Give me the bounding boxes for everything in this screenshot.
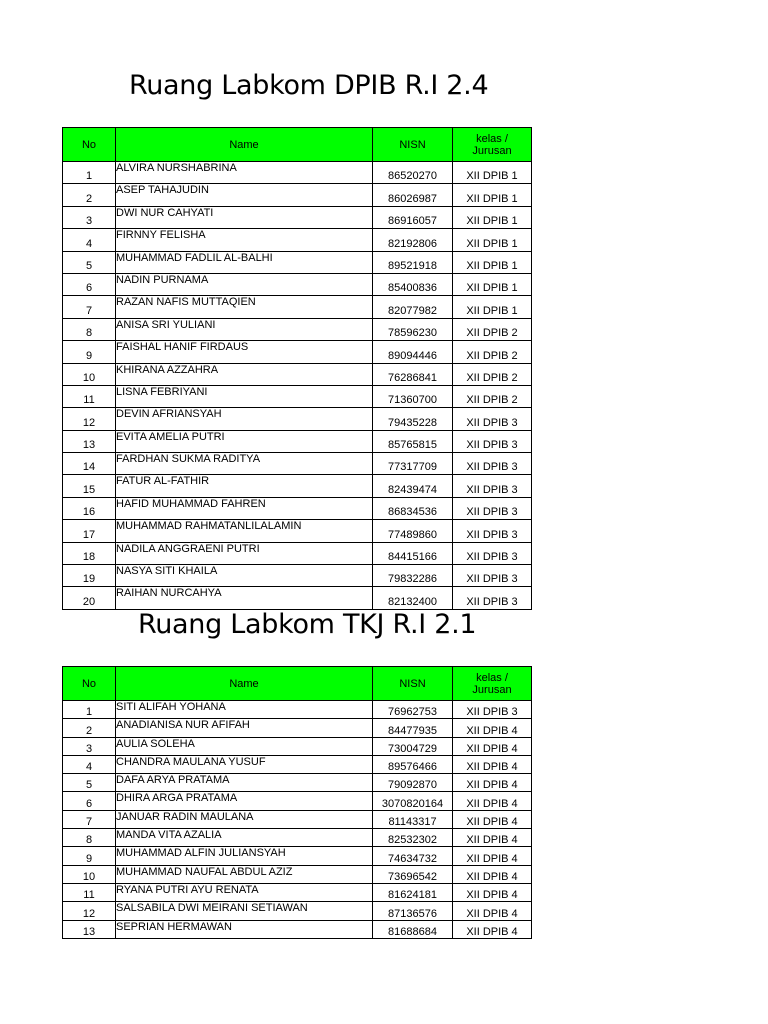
- cell-kelas: XII DPIB 1: [453, 229, 532, 251]
- table-row: [63, 430, 532, 452]
- cell-no: 1: [63, 701, 116, 719]
- table-row: [63, 273, 532, 295]
- cell-no: 10: [63, 363, 116, 385]
- cell-no: 12: [63, 408, 116, 430]
- cell-name: FAISHAL HANIF FIRDAUS: [116, 341, 373, 363]
- cell-nisn: 86026987: [373, 184, 453, 206]
- cell-nisn: 82077982: [373, 296, 453, 318]
- cell-kelas: XII DPIB 3: [453, 430, 532, 452]
- room-title-dpib: Ruang Labkom DPIB R.I 2.4: [129, 70, 489, 101]
- cell-no: 17: [63, 520, 116, 542]
- cell-no: 14: [63, 453, 116, 475]
- cell-nisn: 78596230: [373, 318, 453, 340]
- table-row: [63, 341, 532, 363]
- header-kelas-line-2: Jurusan: [472, 144, 512, 157]
- header-name: Name: [116, 128, 373, 162]
- table-row: [63, 162, 532, 184]
- table-row: [63, 453, 532, 475]
- cell-name: JANUAR RADIN MAULANA: [116, 810, 373, 828]
- cell-no: 6: [63, 273, 116, 295]
- cell-nisn: 85765815: [373, 430, 453, 452]
- cell-nisn: 86916057: [373, 206, 453, 228]
- table-row: [63, 847, 532, 865]
- cell-nisn: 74634732: [373, 847, 453, 865]
- cell-no: 9: [63, 847, 116, 865]
- cell-kelas: XII DPIB 1: [453, 251, 532, 273]
- cell-no: 12: [63, 902, 116, 920]
- cell-name: DHIRA ARGA PRATAMA: [116, 792, 373, 810]
- cell-kelas: XII DPIB 3: [453, 497, 532, 519]
- header-kelas-jurusan: [453, 128, 532, 162]
- cell-kelas: XII DPIB 4: [453, 737, 532, 755]
- cell-no: 7: [63, 296, 116, 318]
- cell-nisn: 89094446: [373, 341, 453, 363]
- cell-no: 18: [63, 542, 116, 564]
- cell-kelas: XII DPIB 4: [453, 774, 532, 792]
- cell-kelas: XII DPIB 4: [453, 902, 532, 920]
- cell-nisn: 81143317: [373, 810, 453, 828]
- cell-kelas: XII DPIB 1: [453, 206, 532, 228]
- cell-no: 13: [63, 430, 116, 452]
- cell-no: 4: [63, 755, 116, 773]
- cell-kelas: XII DPIB 3: [453, 408, 532, 430]
- cell-kelas: XII DPIB 4: [453, 755, 532, 773]
- student-table-dpib: [62, 127, 532, 610]
- cell-nisn: 79435228: [373, 408, 453, 430]
- table-row: [63, 497, 532, 519]
- cell-nisn: 86520270: [373, 162, 453, 184]
- table-row: [63, 206, 532, 228]
- cell-nisn: 79832286: [373, 565, 453, 587]
- cell-name: MUHAMMAD FADLIL AL-BALHI: [116, 251, 373, 273]
- cell-name: MANDA VITA AZALIA: [116, 829, 373, 847]
- table-row: [63, 829, 532, 847]
- table-row: [63, 520, 532, 542]
- cell-name: KHIRANA AZZAHRA: [116, 363, 373, 385]
- table-row: [63, 883, 532, 901]
- table-row: [63, 774, 532, 792]
- cell-name: RAZAN NAFIS MUTTAQIEN: [116, 296, 373, 318]
- cell-name: NADIN PURNAMA: [116, 273, 373, 295]
- cell-nisn: 73004729: [373, 737, 453, 755]
- cell-no: 8: [63, 318, 116, 340]
- cell-nisn: 82532302: [373, 829, 453, 847]
- table-row: [63, 251, 532, 273]
- cell-no: 5: [63, 251, 116, 273]
- cell-no: 8: [63, 829, 116, 847]
- cell-name: RAIHAN NURCAHYA: [116, 587, 373, 609]
- cell-name: HAFID MUHAMMAD FAHREN: [116, 497, 373, 519]
- cell-nisn: 79092870: [373, 774, 453, 792]
- cell-no: 4: [63, 229, 116, 251]
- cell-name: EVITA AMELIA PUTRI: [116, 430, 373, 452]
- cell-kelas: XII DPIB 1: [453, 273, 532, 295]
- cell-kelas: XII DPIB 1: [453, 184, 532, 206]
- cell-name: CHANDRA MAULANA YUSUF: [116, 755, 373, 773]
- table-row: [63, 408, 532, 430]
- cell-nisn: 89576466: [373, 755, 453, 773]
- cell-nisn: 73696542: [373, 865, 453, 883]
- cell-kelas: XII DPIB 4: [453, 847, 532, 865]
- cell-name: SITI ALIFAH YOHANA: [116, 701, 373, 719]
- cell-name: SALSABILA DWI MEIRANI SETIAWAN: [116, 902, 373, 920]
- cell-no: 11: [63, 385, 116, 407]
- table-row: [63, 475, 532, 497]
- cell-name: NASYA SITI KHAILA: [116, 565, 373, 587]
- cell-kelas: XII DPIB 3: [453, 542, 532, 564]
- cell-kelas: XII DPIB 3: [453, 453, 532, 475]
- table-row: [63, 363, 532, 385]
- cell-nisn: 82132400: [373, 587, 453, 609]
- cell-no: 2: [63, 184, 116, 206]
- cell-no: 19: [63, 565, 116, 587]
- header-kelas-line-1: kelas /: [476, 132, 508, 145]
- header-kelas-jurusan: [453, 667, 532, 701]
- cell-nisn: 84415166: [373, 542, 453, 564]
- cell-nisn: 84477935: [373, 719, 453, 737]
- cell-name: NADILA ANGGRAENI PUTRI: [116, 542, 373, 564]
- table-row: [63, 229, 532, 251]
- cell-kelas: XII DPIB 3: [453, 587, 532, 609]
- table-row: [63, 755, 532, 773]
- table-row: [63, 719, 532, 737]
- header-nisn: NISN: [373, 128, 453, 162]
- cell-no: 20: [63, 587, 116, 609]
- cell-nisn: 77489860: [373, 520, 453, 542]
- cell-kelas: XII DPIB 4: [453, 829, 532, 847]
- cell-nisn: 81624181: [373, 883, 453, 901]
- cell-no: 15: [63, 475, 116, 497]
- cell-no: 7: [63, 810, 116, 828]
- cell-nisn: 76286841: [373, 363, 453, 385]
- cell-nisn: 82439474: [373, 475, 453, 497]
- cell-name: MUHAMMAD ALFIN JULIANSYAH: [116, 847, 373, 865]
- table-row: [63, 296, 532, 318]
- cell-no: 16: [63, 497, 116, 519]
- cell-kelas: XII DPIB 4: [453, 792, 532, 810]
- cell-name: FATUR AL-FATHIR: [116, 475, 373, 497]
- cell-no: 6: [63, 792, 116, 810]
- cell-name: DWI NUR CAHYATI: [116, 206, 373, 228]
- cell-nisn: 89521918: [373, 251, 453, 273]
- header-nisn: NISN: [373, 667, 453, 701]
- cell-kelas: XII DPIB 3: [453, 701, 532, 719]
- cell-kelas: XII DPIB 2: [453, 363, 532, 385]
- table-header-row: [63, 128, 532, 162]
- cell-no: 9: [63, 341, 116, 363]
- cell-name: ANISA SRI YULIANI: [116, 318, 373, 340]
- cell-name: FARDHAN SUKMA RADITYA: [116, 453, 373, 475]
- cell-no: 10: [63, 865, 116, 883]
- cell-name: MUHAMMAD RAHMATANLILALAMIN: [116, 520, 373, 542]
- cell-name: RYANA PUTRI AYU RENATA: [116, 883, 373, 901]
- cell-name: AULIA SOLEHA: [116, 737, 373, 755]
- student-table-tkj: [62, 666, 532, 939]
- table-row: [63, 565, 532, 587]
- cell-no: 11: [63, 883, 116, 901]
- cell-nisn: 87136576: [373, 902, 453, 920]
- cell-nisn: 86834536: [373, 497, 453, 519]
- cell-kelas: XII DPIB 4: [453, 883, 532, 901]
- cell-no: 2: [63, 719, 116, 737]
- table-row: [63, 792, 532, 810]
- cell-name: ALVIRA NURSHABRINA: [116, 162, 373, 184]
- table-header-row: [63, 667, 532, 701]
- table-row: [63, 865, 532, 883]
- table-row: [63, 318, 532, 340]
- cell-name: FIRNNY FELISHA: [116, 229, 373, 251]
- table-row: [63, 902, 532, 920]
- cell-no: 3: [63, 737, 116, 755]
- cell-nisn: 71360700: [373, 385, 453, 407]
- cell-name: LISNA FEBRIYANI: [116, 385, 373, 407]
- table-row: [63, 701, 532, 719]
- cell-nisn: 85400836: [373, 273, 453, 295]
- table-row: [63, 920, 532, 938]
- header-kelas-line-1: kelas /: [476, 671, 508, 684]
- cell-nisn: 81688684: [373, 920, 453, 938]
- table-row: [63, 737, 532, 755]
- cell-kelas: XII DPIB 2: [453, 385, 532, 407]
- cell-no: 13: [63, 920, 116, 938]
- cell-name: ANADIANISA NUR AFIFAH: [116, 719, 373, 737]
- cell-nisn: 76962753: [373, 701, 453, 719]
- cell-kelas: XII DPIB 4: [453, 810, 532, 828]
- cell-kelas: XII DPIB 3: [453, 565, 532, 587]
- room-title-tkj: Ruang Labkom TKJ R.I 2.1: [138, 609, 477, 640]
- cell-kelas: XII DPIB 1: [453, 296, 532, 318]
- cell-nisn: 77317709: [373, 453, 453, 475]
- header-no: No: [63, 667, 116, 701]
- cell-kelas: XII DPIB 1: [453, 162, 532, 184]
- cell-name: SEPRIAN HERMAWAN: [116, 920, 373, 938]
- cell-kelas: XII DPIB 3: [453, 520, 532, 542]
- header-kelas-line-2: Jurusan: [472, 683, 512, 696]
- cell-name: MUHAMMAD NAUFAL ABDUL AZIZ: [116, 865, 373, 883]
- table-row: [63, 587, 532, 609]
- table-row: [63, 542, 532, 564]
- table-row: [63, 184, 532, 206]
- cell-name: ASEP TAHAJUDIN: [116, 184, 373, 206]
- cell-kelas: XII DPIB 2: [453, 341, 532, 363]
- cell-kelas: XII DPIB 3: [453, 475, 532, 497]
- cell-no: 5: [63, 774, 116, 792]
- cell-kelas: XII DPIB 2: [453, 318, 532, 340]
- cell-no: 3: [63, 206, 116, 228]
- cell-kelas: XII DPIB 4: [453, 719, 532, 737]
- cell-no: 1: [63, 162, 116, 184]
- cell-name: DAFA ARYA PRATAMA: [116, 774, 373, 792]
- cell-kelas: XII DPIB 4: [453, 920, 532, 938]
- cell-name: DEVIN AFRIANSYAH: [116, 408, 373, 430]
- cell-nisn: 3070820164: [373, 792, 453, 810]
- table-row: [63, 385, 532, 407]
- header-name: Name: [116, 667, 373, 701]
- cell-nisn: 82192806: [373, 229, 453, 251]
- cell-kelas: XII DPIB 4: [453, 865, 532, 883]
- table-row: [63, 810, 532, 828]
- header-no: No: [63, 128, 116, 162]
